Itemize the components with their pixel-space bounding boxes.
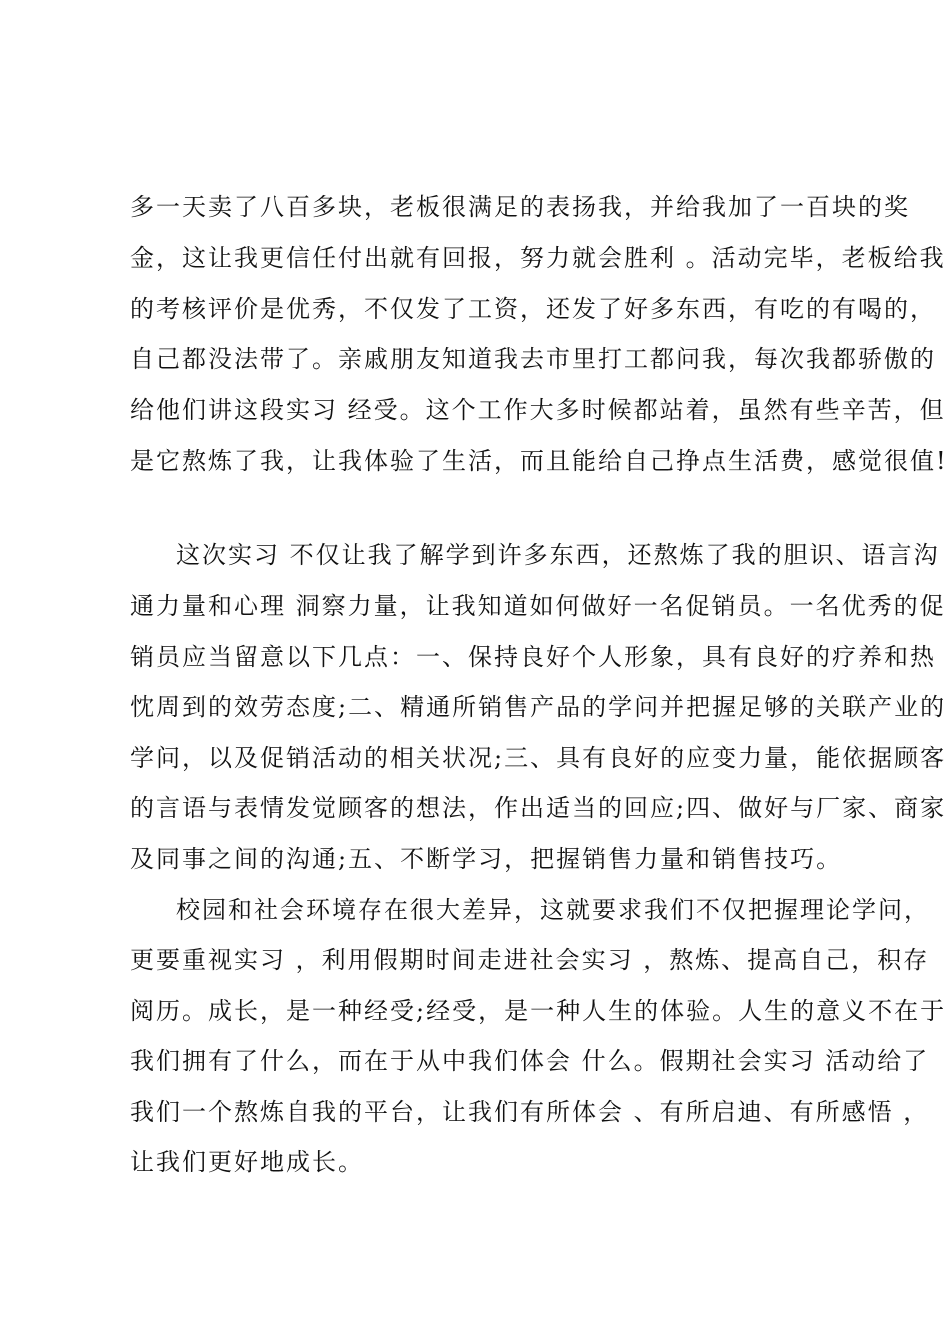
text-line: 销员应当留意以下几点：一、保持良好个人形象，具有良好的疗养和热	[130, 643, 936, 671]
text-line: 自己都没法带了。亲戚朋友知道我去市里打工都问我，每次我都骄傲的	[130, 345, 936, 373]
text-line: 的言语与表情发觉顾客的想法，作出适当的回应;四、做好与厂家、商家	[130, 794, 947, 822]
text-line: 学问，以及促销活动的相关状况;三、具有良好的应变力量，能依据顾客	[130, 744, 947, 772]
text-line: 及同事之间的沟通;五、不断学习，把握销售力量和销售技巧。	[130, 845, 843, 873]
text-line: 的考核评价是优秀，不仅发了工资，还发了好多东西，有吃的有喝的，	[130, 295, 936, 323]
text-line: 金，这让我更信任付出就有回报，努力就会胜利 。活动完毕，老板给我	[130, 244, 946, 272]
paragraph-first-line: 校园和社会环境存在很大差异，这就要求我们不仅把握理论学问，	[176, 896, 930, 924]
text-line: 忱周到的效劳态度;二、精通所销售产品的学问并把握足够的关联产业的	[130, 693, 947, 721]
text-line: 给他们讲这段实习 经受。这个工作大多时候都站着，虽然有些辛苦，但	[130, 396, 946, 424]
text-line: 让我们更好地成长。	[130, 1148, 364, 1176]
text-line: 我们一个熬炼自我的平台，让我们有所体会 、有所启迪、有所感悟 ，	[130, 1098, 930, 1126]
text-line: 多一天卖了八百多块，老板很满足的表扬我，并给我加了一百块的奖	[130, 193, 910, 221]
text-line: 我们拥有了什么，而在于从中我们体会 什么。假期社会实习 活动给了	[130, 1047, 930, 1075]
text-line: 更要重视实习 ，利用假期时间走进社会实习 ，熬炼、提高自己，积存	[130, 946, 930, 974]
text-line: 通力量和心理 洞察力量，让我知道如何做好一名促销员。一名优秀的促	[130, 592, 946, 620]
text-line: 阅历。成长，是一种经受;经受，是一种人生的体验。人生的意义不在于	[130, 997, 947, 1025]
paragraph-first-line: 这次实习 不仅让我了解学到许多东西，还熬炼了我的胆识、语言沟	[176, 541, 940, 569]
text-line: 是它熬炼了我，让我体验了生活，而且能给自己挣点生活费，感觉很值!	[130, 447, 948, 475]
